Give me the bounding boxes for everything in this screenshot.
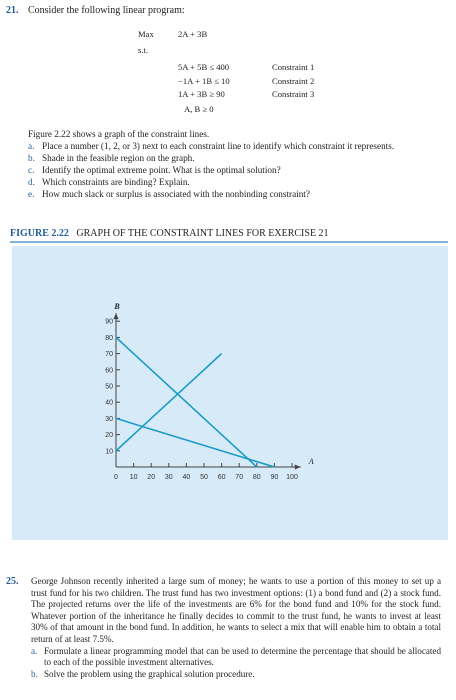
p25-part-b-marker: b. (31, 668, 38, 679)
x-tick-label: 80 (252, 474, 261, 481)
part-b-marker: b. (28, 153, 35, 163)
x-tick-label: 100 (286, 474, 298, 481)
y-axis-arrowhead (114, 313, 119, 319)
objective-function: 2A + 3B (178, 29, 208, 39)
x-tick-label: 30 (164, 474, 173, 481)
part-e-marker: e. (28, 189, 35, 199)
x-axis-arrowhead (295, 465, 301, 470)
figure-title: GRAPH OF THE CONSTRAINT LINES FOR EXERCISE 21 (76, 228, 329, 239)
constraint-1-expression: 5A + 5B ≤ 400 (178, 62, 230, 72)
objective-label: Max (138, 29, 154, 39)
x-tick-label: 60 (217, 474, 226, 481)
part-e-text: How much slack or surplus is associated with the nonbinding constraint? (42, 189, 310, 199)
part-c-text: Identify the optimal extreme point. What is the optimal solution? (42, 165, 281, 175)
x-tick-label: 90 (270, 474, 279, 481)
part-b-text: Shade in the feasible region on the graph. (42, 153, 195, 163)
constraint-2-expression: −1A + 1B ≤ 10 (178, 76, 230, 86)
y-tick-label: 50 (105, 383, 113, 391)
constraint-1-name: Constraint 1 (272, 62, 315, 72)
x-tick-label: 50 (200, 474, 208, 481)
x-tick-label: 10 (129, 474, 138, 481)
part-a-text: Place a number (1, 2, or 3) next to each constraint line to identify which constraint it represents. (42, 141, 395, 151)
part-d (28, 176, 448, 188)
part-c-marker: c. (28, 165, 35, 175)
constraint-2-name: Constraint 2 (272, 76, 315, 86)
y-axis-label: B (114, 302, 120, 312)
y-tick-label: 80 (105, 334, 113, 342)
y-tick-label: 10 (105, 448, 113, 456)
part-c (28, 164, 448, 176)
nonnegativity-constraint: A, B ≥ 0 (184, 104, 214, 114)
subject-to-label: s.t. (138, 45, 149, 55)
y-tick-label: 30 (105, 415, 113, 423)
p25-part-a (31, 646, 441, 669)
y-tick-label: 60 (105, 367, 113, 375)
part-d-text: Which constraints are binding? Explain. (42, 177, 190, 187)
constraint-line-2 (116, 354, 222, 451)
x-tick-label: 70 (235, 474, 244, 481)
x-tick-label: 0 (114, 474, 118, 481)
constraint-line-3 (116, 418, 274, 467)
p25-part-a-text: Formulate a linear programming model that can be used to determine the percentage that should be allocated to each of the possible investment alternatives. (44, 645, 441, 668)
part-b (28, 152, 448, 164)
figure-caption (10, 228, 329, 239)
constraint-line-1 (116, 337, 257, 467)
problem-25-number: 25. (6, 576, 19, 587)
part-a-marker: a. (28, 141, 35, 151)
x-tick-label: 40 (182, 474, 191, 481)
problem-25-text: George Johnson recently inherited a large sum of money; he wants to use a portion of this money to set up a trust fund for his two children. The trust fund has two investment options: (1) a bond fund and (2) a stock fund. The projected returns over the life of the investments are 6% for the bond fund and 10% for the stock fund. Whatever portion of the inheritance he finally decides to commit to the trust fund, he wants to invest at least 30% of that amount in the bond fund. In addition, he wants to select a mix that will enable him to obtain a total return of at least 7.5%. (31, 576, 441, 644)
y-tick-label: 20 (105, 432, 113, 440)
constraint-graph (12, 246, 448, 540)
problem-21-number: 21. (6, 5, 19, 16)
p25-part-b-text: Solve the problem using the graphical solution procedure. (44, 668, 255, 679)
part-d-marker: d. (28, 177, 35, 187)
problem-21-stem: Consider the following linear program: (28, 5, 185, 16)
figure-rule (10, 241, 448, 243)
problem-21-parts (28, 128, 448, 200)
y-tick-label: 70 (105, 351, 113, 359)
p25-part-a-marker: a. (31, 645, 38, 656)
part-a (28, 140, 448, 152)
constraint-3-expression: 1A + 3B ≥ 90 (178, 89, 225, 99)
y-tick-label: 40 (105, 399, 113, 407)
y-tick-label: 90 (105, 318, 113, 326)
x-axis-label: A (308, 457, 314, 466)
constraint-graph-svg (12, 246, 448, 540)
part-e (28, 188, 448, 200)
figure-label: FIGURE 2.22 (10, 228, 69, 239)
figure-intro-text: Figure 2.22 shows a graph of the constraint lines. (28, 129, 210, 139)
p25-part-b (31, 669, 441, 681)
x-tick-label: 20 (147, 474, 156, 481)
constraint-3-name: Constraint 3 (272, 89, 315, 99)
problem-25-body (31, 576, 441, 680)
